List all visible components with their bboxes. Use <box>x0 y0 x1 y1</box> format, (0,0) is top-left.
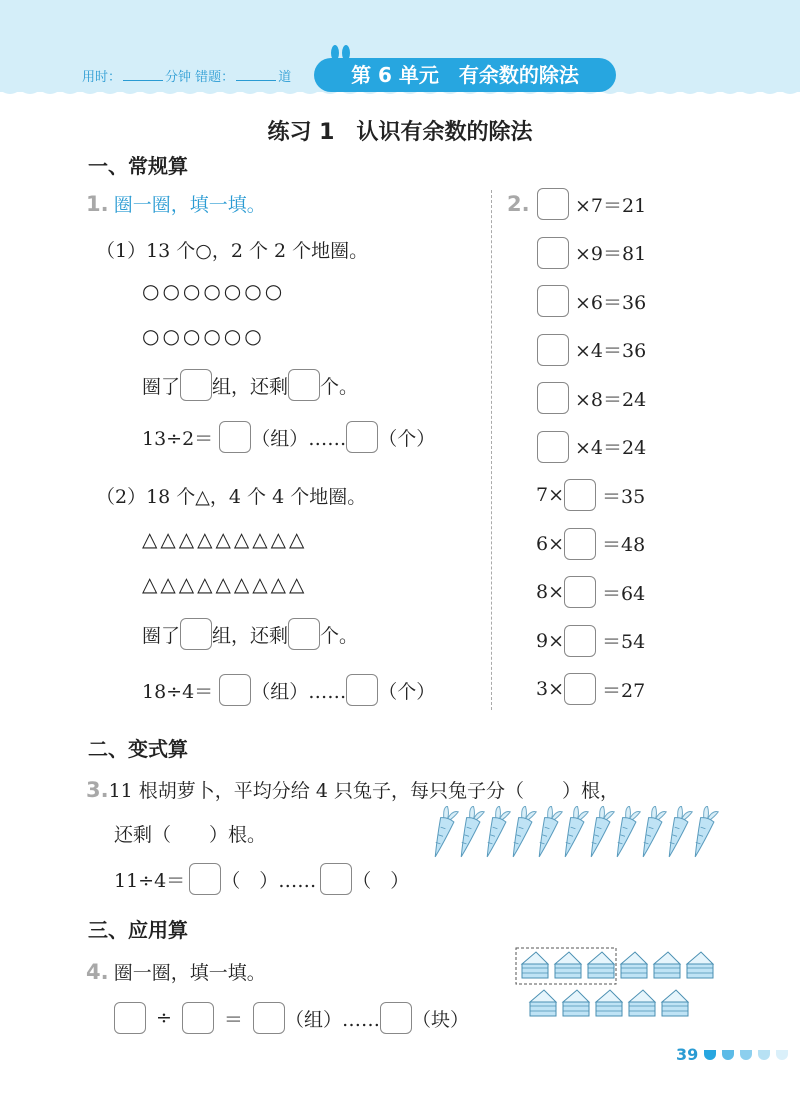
q1-number: 1. <box>86 192 109 216</box>
answer-box[interactable] <box>182 1002 214 1034</box>
fill-text-b: 组，还剩 <box>212 624 289 647</box>
q2-row <box>536 625 645 657</box>
answer-box[interactable] <box>564 479 596 511</box>
errors-unit: 道 <box>278 70 292 85</box>
q2-prefix: 9× <box>536 629 565 652</box>
q2-suffix: ×9＝81 <box>575 243 647 265</box>
answer-box[interactable] <box>537 431 569 463</box>
q1-part1-circles-row2: ○○○○○○ <box>142 324 265 348</box>
answer-box[interactable] <box>537 188 569 220</box>
answer-box[interactable] <box>346 421 378 453</box>
answer-box[interactable] <box>537 285 569 317</box>
q2-prefix: 8× <box>536 581 565 603</box>
eq-end: （块） <box>411 1008 469 1031</box>
cake-slice-icon <box>596 990 622 1016</box>
q2-suffix: ＝54 <box>602 631 646 653</box>
q1-header <box>86 190 266 217</box>
column-divider <box>491 190 492 710</box>
carrot-icon <box>663 806 693 859</box>
q1-part2-triangles-row2: △△△△△△△△△ <box>142 572 308 596</box>
q2-suffix: ＝35 <box>602 485 646 508</box>
answer-box[interactable] <box>564 625 596 657</box>
q1-instruction: 圈一圈，填一填。 <box>113 194 266 216</box>
answer-box[interactable] <box>537 237 569 269</box>
q2-suffix: ×7＝21 <box>575 194 647 217</box>
answer-box[interactable] <box>219 674 251 706</box>
q2-row <box>537 285 646 317</box>
carrot-icon <box>637 806 667 859</box>
q2-suffix: ＝27 <box>602 679 646 702</box>
q2-prefix: 6× <box>536 532 565 555</box>
answer-box[interactable] <box>219 421 251 453</box>
carrot-icon <box>559 806 589 859</box>
q2-row <box>536 673 645 705</box>
answer-box[interactable] <box>189 863 221 895</box>
time-unit: 分钟 <box>165 70 192 85</box>
q2-row <box>537 334 646 366</box>
eq-start: 11÷4＝ <box>114 869 186 892</box>
cake-slice-icon <box>588 952 614 978</box>
section2-heading: 二、变式算 <box>88 737 188 761</box>
q2-suffix: ×4＝36 <box>575 340 647 362</box>
carrot-icon <box>585 806 615 859</box>
q1-part1-equation <box>142 421 435 453</box>
answer-box[interactable] <box>537 382 569 414</box>
eq-start: 18÷4＝ <box>142 680 214 703</box>
cake-slice-icon <box>629 990 655 1016</box>
fill-text-a: 圈了 <box>142 624 181 647</box>
eq-end: （ ） <box>352 869 410 892</box>
time-label: 用时： <box>82 70 122 85</box>
eq-sign: ＝ <box>223 1008 243 1031</box>
q2-prefix: 7× <box>536 484 565 506</box>
carrots-illustration <box>424 806 724 864</box>
q2-suffix: ×4＝24 <box>575 437 647 459</box>
q1-part1-label: （1）13 个○，2 个 2 个地圈。 <box>96 240 369 262</box>
q4-equation <box>114 1002 469 1034</box>
eq-start: 13÷2＝ <box>142 427 214 450</box>
q4-number: 4. <box>86 960 109 984</box>
cake-slice-icon <box>621 952 647 978</box>
errors-blank[interactable] <box>236 68 276 81</box>
q1-part2-equation <box>142 674 435 706</box>
carrot-icon <box>507 806 537 859</box>
q2-row <box>536 479 645 511</box>
q2-row <box>536 576 645 608</box>
answer-box[interactable] <box>564 528 596 560</box>
section3-heading: 三、应用算 <box>88 918 188 942</box>
fill-text-c: 个。 <box>320 375 359 398</box>
eq-end: （个） <box>378 427 436 450</box>
errors-label: 错题： <box>195 70 235 85</box>
cakes-illustration <box>512 946 732 1024</box>
answer-box[interactable] <box>180 369 212 401</box>
answer-box[interactable] <box>180 618 212 650</box>
q2-suffix: ＝48 <box>602 534 646 556</box>
page-number: 39 <box>676 1045 699 1064</box>
q2-row <box>537 382 646 414</box>
q1-part2-label: （2）18 个△，4 个 4 个地圈。 <box>96 486 367 508</box>
q2-prefix: 3× <box>536 678 565 700</box>
q2-row <box>537 431 646 463</box>
q1-part2-fill-line <box>142 618 358 650</box>
q2-suffix: ×8＝24 <box>575 388 647 411</box>
time-errors-meta <box>82 66 291 85</box>
answer-box[interactable] <box>564 673 596 705</box>
q2-suffix: ×6＝36 <box>575 291 647 314</box>
eq-mid: （组）…… <box>284 1008 380 1031</box>
cake-slice-icon <box>687 952 713 978</box>
fill-text-a: 圈了 <box>142 375 181 398</box>
q2-number: 2. <box>507 192 530 216</box>
fill-text-c: 个。 <box>320 624 359 647</box>
carrot-icon <box>533 806 563 859</box>
q2-suffix: ＝64 <box>602 582 646 605</box>
cake-slice-icon <box>530 990 556 1016</box>
answer-box[interactable] <box>114 1002 146 1034</box>
answer-box[interactable] <box>346 674 378 706</box>
unit-banner: 第 6 单元 有余数的除法 <box>314 58 616 92</box>
q4-instruction: 圈一圈，填一填。 <box>113 962 266 984</box>
carrot-icon <box>689 806 719 859</box>
carrot-icon <box>481 806 511 859</box>
eq-mid: （ ）…… <box>221 869 317 892</box>
fill-text-b: 组，还剩 <box>212 375 289 398</box>
section1-heading: 一、常规算 <box>88 154 188 178</box>
carrot-icon <box>455 806 485 859</box>
q3-line1 <box>86 776 619 803</box>
q3-equation <box>114 863 409 895</box>
answer-box[interactable] <box>564 576 596 608</box>
decorative-drops-icon <box>702 1048 792 1062</box>
time-blank[interactable] <box>123 68 163 81</box>
answer-box[interactable] <box>288 369 320 401</box>
answer-box[interactable] <box>288 618 320 650</box>
q2-row <box>537 237 646 269</box>
eq-mid: （组）…… <box>251 680 347 703</box>
carrot-icon <box>611 806 641 859</box>
eq-end: （个） <box>378 680 436 703</box>
q3-text1: 11 根胡萝卜，平均分给 4 只兔子，每只兔子分（ ）根， <box>108 780 619 802</box>
q3-number: 3. <box>86 777 109 802</box>
q3-text2: 还剩（ ）根。 <box>114 824 267 846</box>
eq-mid: （组）…… <box>251 427 347 450</box>
q1-part2-triangles-row1: △△△△△△△△△ <box>142 527 308 551</box>
q1-part1-fill-line <box>142 369 358 401</box>
q2-row <box>537 188 646 220</box>
cake-slice-icon <box>654 952 680 978</box>
q4-header <box>86 958 266 985</box>
cake-slice-icon <box>555 952 581 978</box>
div-sign: ÷ <box>156 1007 172 1029</box>
q2-row <box>536 528 645 560</box>
cake-slice-icon <box>662 990 688 1016</box>
answer-box[interactable] <box>320 863 352 895</box>
q1-part1-circles-row1: ○○○○○○○ <box>142 279 286 303</box>
carrot-icon <box>429 806 459 859</box>
cake-slice-icon <box>563 990 589 1016</box>
answer-box[interactable] <box>253 1002 285 1034</box>
answer-box[interactable] <box>537 334 569 366</box>
answer-box[interactable] <box>380 1002 412 1034</box>
page-title: 练习 1 认识有余数的除法 <box>267 120 533 145</box>
cake-slice-icon <box>522 952 548 978</box>
